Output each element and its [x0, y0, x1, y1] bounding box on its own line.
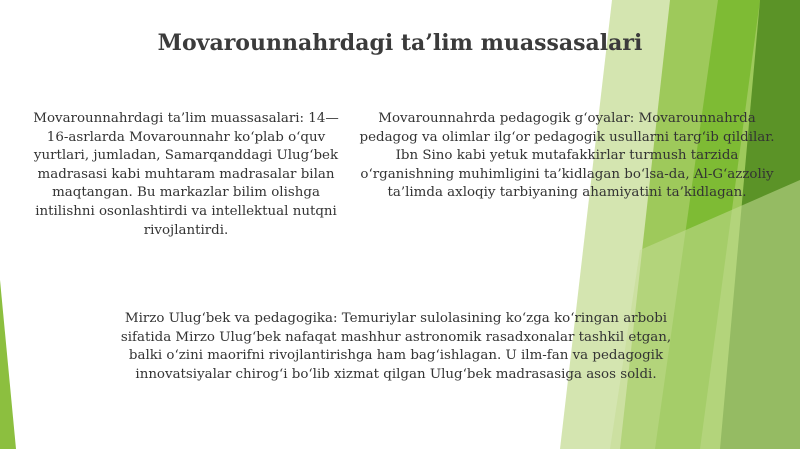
slide-title: Movarounnahrdagi ta’lim muassasalari — [157, 30, 643, 56]
paragraph-ulugbek-pedagogy: Mirzo Ulug‘bek va pedagogika: Temuriylar sulolasining ko‘zga ko‘ringan arbobi sifatida Mirzo Ulug‘bek nafaqat mashhur astronomik rasadxonalar tashkil etgan, balki o‘zini maorifni rivojlantirishga ham bag‘ishlagan. U ilm-fan va pedagogik innovatsiyalar chirog‘i bo‘lib xizmat qilgan Ulug‘bek madrasasiga asos soldi. — [120, 311, 672, 382]
paragraph-pedagogical-ideas: Movarounnahrda pedagogik g‘oyalar: Movarounnahrda pedagog va olimlar ilg‘or pedagogik usullarni targ‘ib qildilar. Ibn Sino kabi yetuk mutafakkirlar turmush tarzida o‘rganishning muhimligini ta’kidlagan bo‘lsa-da, Al-G‘azzoliy ta’limda axloqiy tarbiyaning ahamiyatini ta’kidlagan. — [359, 111, 775, 201]
paragraph-education-institutions: Movarounnahrdagi ta’lim muassasalari: 14—16-asrlarda Movarounnahr ko‘plab o‘quv yurtlari, jumladan, Samarqanddagi Ulug‘bek madrasasi kabi muhtaram madrasalar bilan maqtangan. Bu markazlar bilim olishga intilishni osonlashtirdi va intellektual nutqni rivojlantirdi. — [33, 111, 339, 238]
left-accent-shape — [0, 280, 16, 449]
